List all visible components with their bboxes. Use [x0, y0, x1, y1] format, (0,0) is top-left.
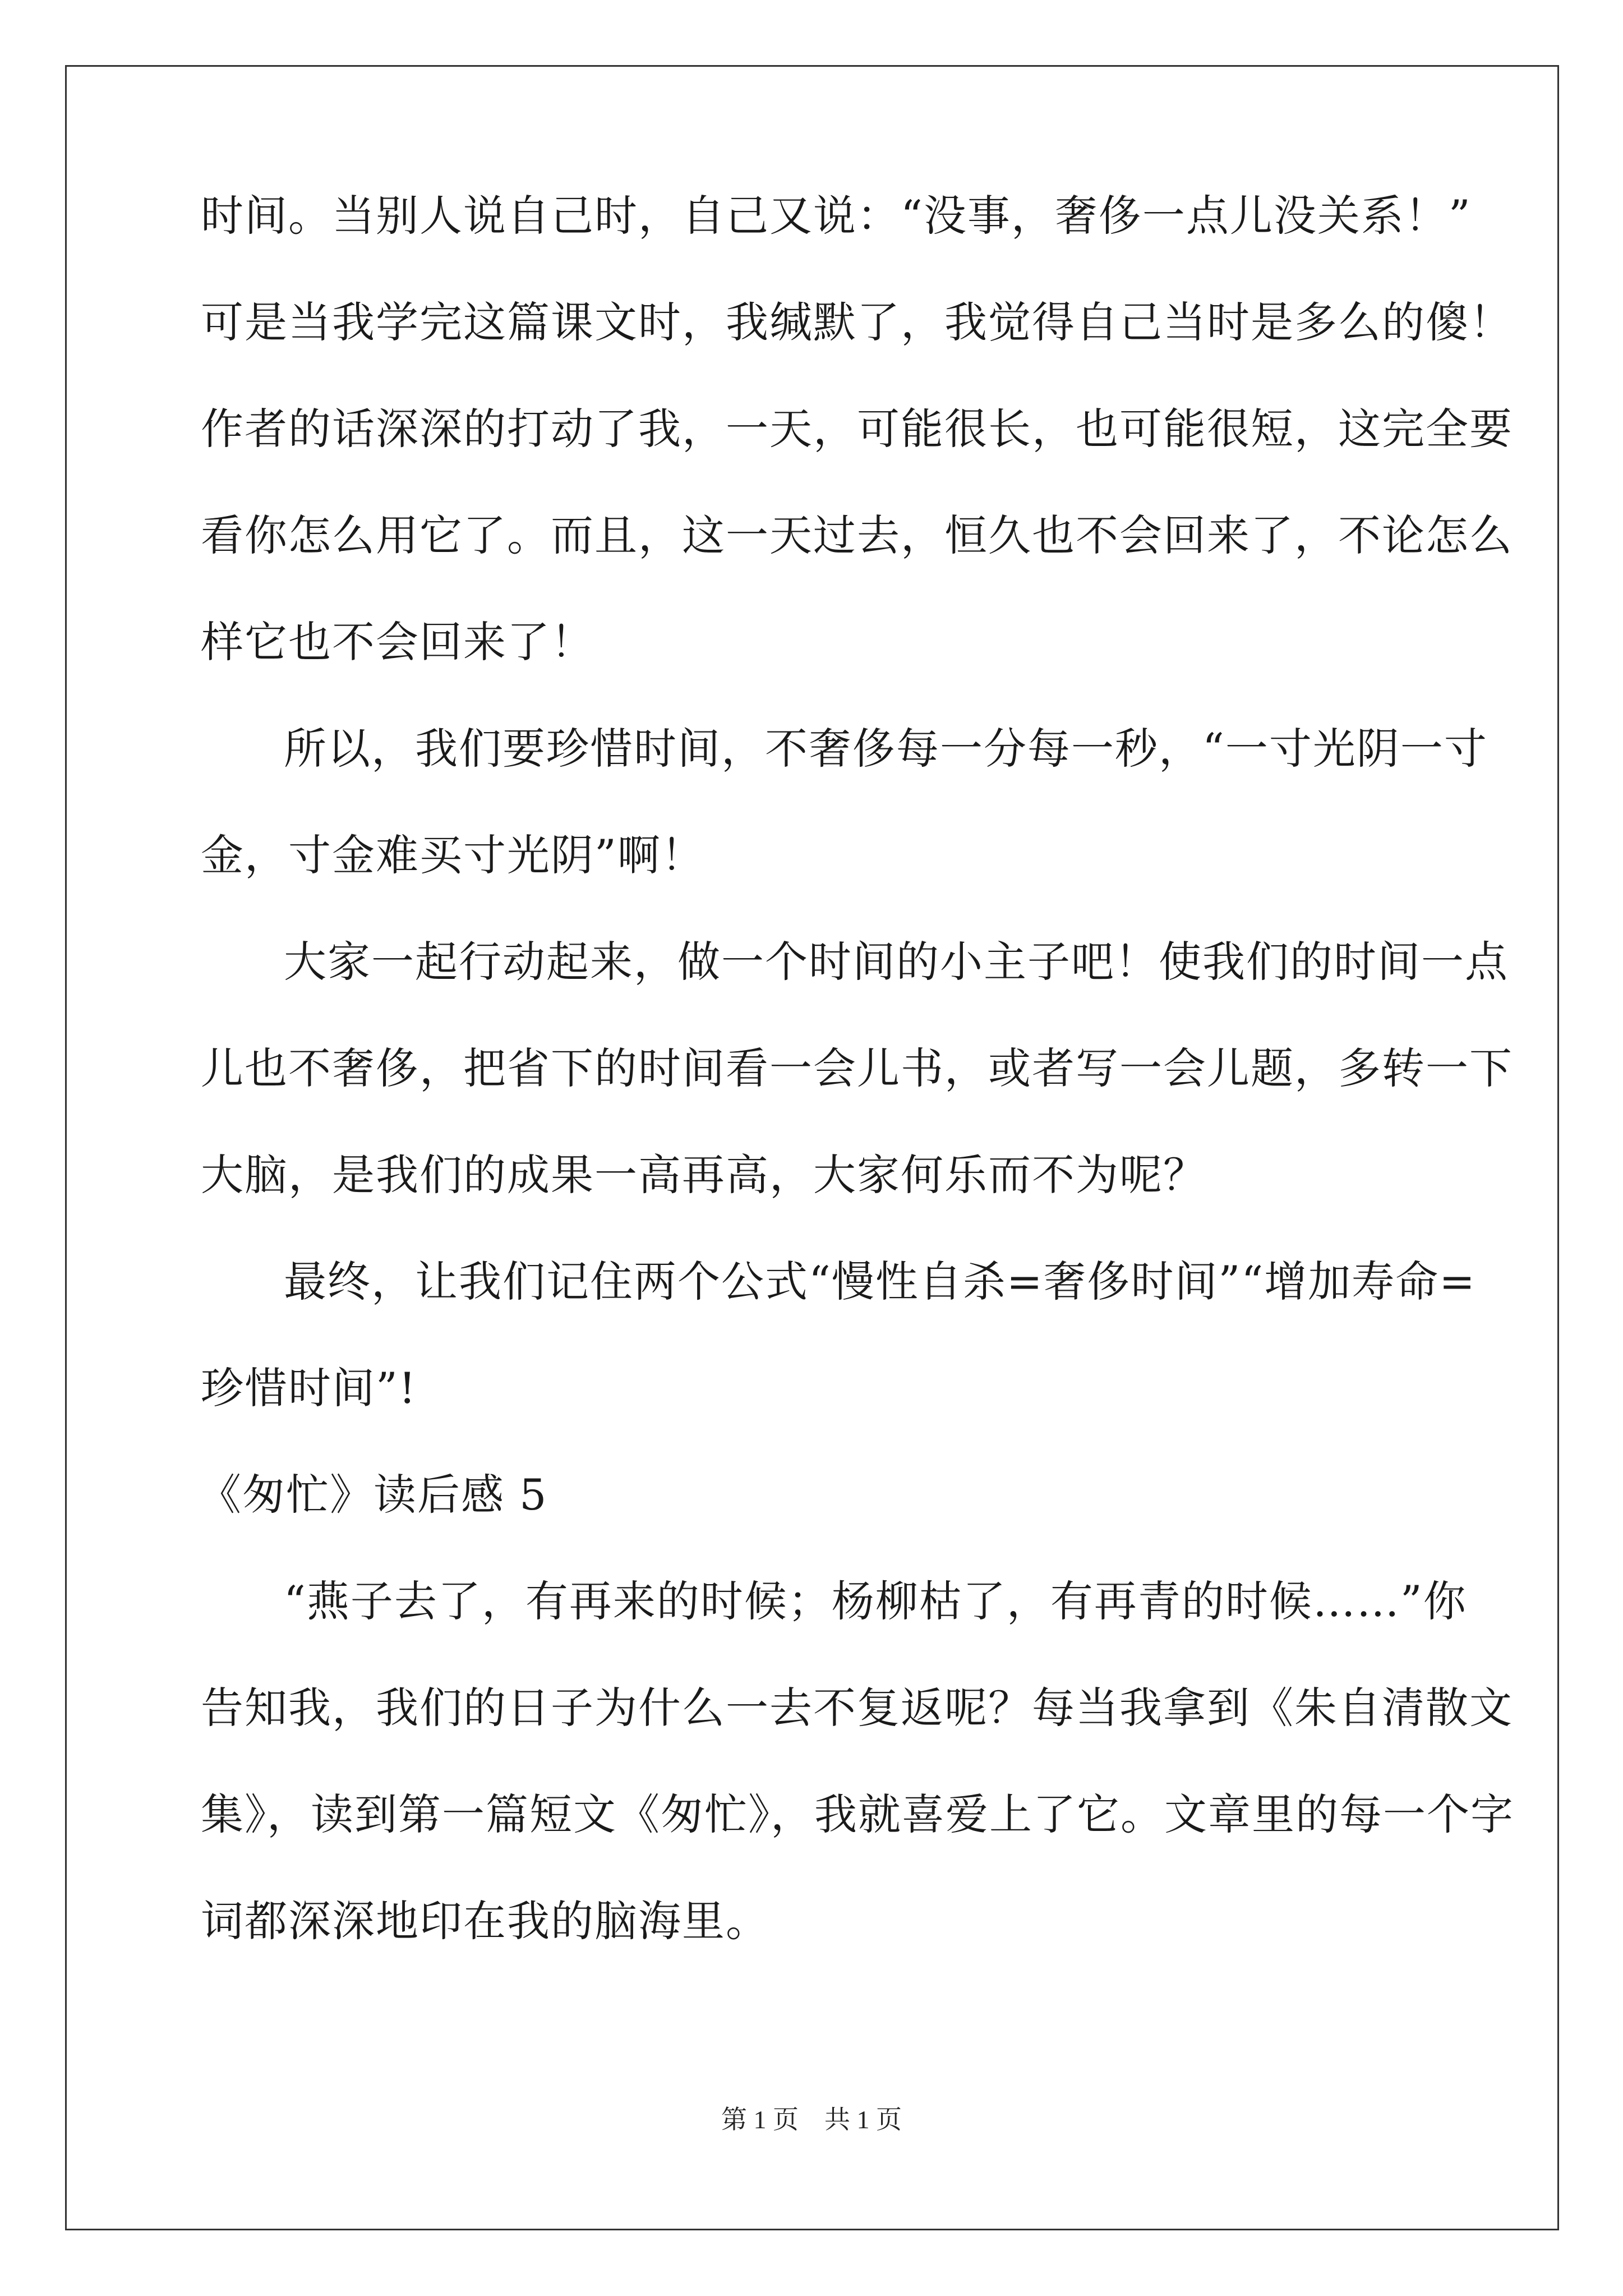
- text-line: 作者的话深深的打动了我，一天，可能很长，也可能很短，这完全要: [201, 404, 1513, 454]
- text-line: 最终，让我们记住两个公式“慢性自杀=奢侈时间”“增加寿命=: [284, 1257, 1476, 1306]
- text-line: 儿也不奢侈，把省下的时间看一会儿书，或者写一会儿题，多转一下: [201, 1043, 1513, 1093]
- text-line: 看你怎么用它了。而且，这一天过去，恒久也不会回来了，不论怎么: [201, 510, 1513, 560]
- text-line: “燕子去了，有再来的时候；杨柳枯了，有再青的时候……”你: [284, 1576, 1467, 1626]
- text-line: 词都深深地印在我的脑海里。: [201, 1896, 769, 1946]
- text-line: 样它也不会回来了！: [201, 617, 594, 667]
- text-line: 珍惜时间”!: [201, 1363, 417, 1413]
- text-line: 时间。当别人说自己时，自己又说：“没事，奢侈一点儿没关系！”: [201, 191, 1472, 241]
- text-line: 所以，我们要珍惜时间，不奢侈每一分每一秒，“一寸光阴一寸: [284, 724, 1488, 774]
- text-line: 金，寸金难买寸光阴”啊！: [201, 830, 705, 880]
- text-line: 大家一起行动起来，做一个时间的小主子吧！使我们的时间一点: [284, 937, 1509, 987]
- text-line: 集》，读到第一篇短文《匆忙》，我就喜爱上了它。文章里的每一个字: [201, 1789, 1514, 1839]
- section-heading: 《匆忙》读后感 5: [199, 1470, 548, 1520]
- text-line: 可是当我学完这篇课文时，我缄默了，我觉得自己当时是多么的傻！: [201, 297, 1513, 347]
- text-line: 大脑，是我们的成果一高再高，大家何乐而不为呢？: [201, 1150, 1207, 1200]
- page-footer: 第 1 页 共 1 页: [721, 2105, 902, 2134]
- text-line: 告知我，我们的日子为什么一去不复返呢？每当我拿到《朱自清散文: [201, 1683, 1513, 1733]
